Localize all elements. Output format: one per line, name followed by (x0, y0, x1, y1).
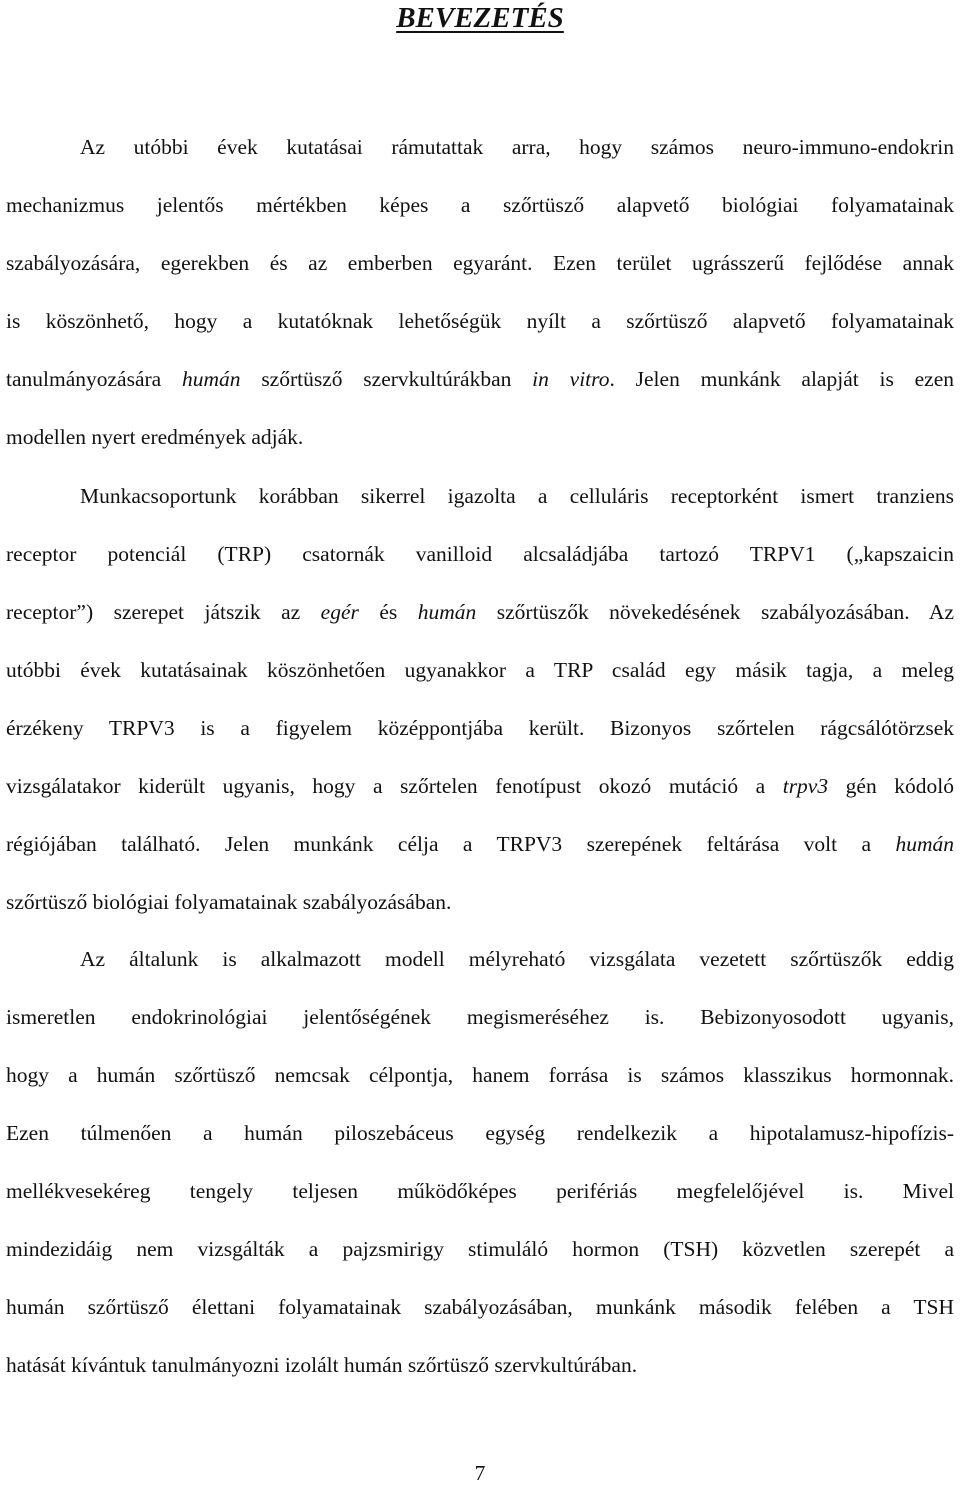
text-line: is köszönhető, hogy a kutatóknak lehetőségük nyílt a szőrtüsző alapvető folyamatainak (6, 309, 954, 333)
text-line: mechanizmus jelentős mértékben képes a szőrtüsző alapvető biológiai folyamatainak (6, 193, 954, 217)
text-line (6, 350, 954, 408)
text-run: szőrtüsző szervkultúrákban (240, 367, 533, 391)
text-line (6, 583, 954, 641)
italic-term: in vitro (532, 367, 610, 391)
text-line: hogy a humán szőrtüsző nemcsak célpontja, hanem forrása is számos klasszikus hormonnak. (6, 1063, 954, 1087)
text-line: szabályozására, egerekben és az emberben egyaránt. Ezen terület ugrásszerű fejlődése annak (6, 251, 954, 275)
text-line: mellékvesekéreg tengely teljesen működőképes perifériás megfelelőjével is. Mivel (6, 1179, 954, 1203)
page-number: 7 (474, 1461, 486, 1485)
text-line: Ezen túlmenően a humán piloszebáceus egység rendelkezik a hipotalamusz-hipofízis- (6, 1121, 954, 1145)
paragraph-2 (6, 467, 954, 931)
italic-term: egér (320, 600, 359, 624)
text-run: . Jelen munkánk alapját is ezen (609, 367, 954, 391)
italic-term: trpv3 (782, 774, 829, 798)
text-run: gén kódoló (828, 774, 954, 798)
text-line: Munkacsoportunk korábban sikerrel igazolta a celluláris receptorként ismert tranziens (80, 484, 954, 508)
text-line: hatását kívántuk tanulmányozni izolált humán szőrtüsző szervkultúrában. (6, 1353, 638, 1377)
text-line: receptor potenciál (TRP) csatornák vanilloid alcsaládjába tartozó TRPV1 („kapszaicin (6, 542, 954, 566)
text-line: ismeretlen endokrinológiai jelentőségének megismeréséhez is. Bebizonyosodott ugyanis, (6, 1005, 954, 1029)
text-line (6, 757, 954, 815)
text-run: szőrtüszők növekedésének szabályozásában. Az (476, 600, 954, 624)
text-line: szőrtüsző biológiai folyamatainak szabályozásában. (6, 890, 452, 914)
text-run: régiójában található. Jelen munkánk célja a TRPV3 szerepének feltárása volt a (6, 832, 896, 856)
text-line: utóbbi évek kutatásainak köszönhetően ugyanakkor a TRP család egy másik tagja, a meleg (6, 658, 954, 682)
text-run: receptor”) szerepet játszik az (6, 600, 321, 624)
text-line: modellen nyert eredmények adják. (6, 425, 304, 449)
paragraph-3 (6, 930, 954, 1394)
text-run: és (358, 600, 418, 624)
text-run: tanulmányozására (6, 367, 182, 391)
text-line (6, 815, 954, 873)
text-run: vizsgálatakor kiderült ugyanis, hogy a szőrtelen fenotípust okozó mutáció a (6, 774, 783, 798)
text-line: humán szőrtüsző élettani folyamatainak szabályozásában, munkánk második felében a TSH (6, 1295, 954, 1319)
text-line: érzékeny TRPV3 is a figyelem középpontjába került. Bizonyos szőrtelen rágcsálótörzsek (6, 716, 954, 740)
text-line: Az utóbbi évek kutatásai rámutattak arra, hogy számos neuro-immuno-endokrin (80, 135, 954, 159)
italic-term: humán (895, 832, 954, 856)
text-line: mindezidáig nem vizsgálták a pajzsmirigy stimuláló hormon (TSH) közvetlen szerepét a (6, 1237, 954, 1261)
italic-term: humán (182, 367, 241, 391)
italic-term: humán (417, 600, 477, 624)
section-title: BEVEZETÉS (396, 2, 564, 34)
text-line: Az általunk is alkalmazott modell mélyreható vizsgálata vezetett szőrtüszők eddig (80, 947, 954, 971)
paragraph-1 (6, 118, 954, 466)
